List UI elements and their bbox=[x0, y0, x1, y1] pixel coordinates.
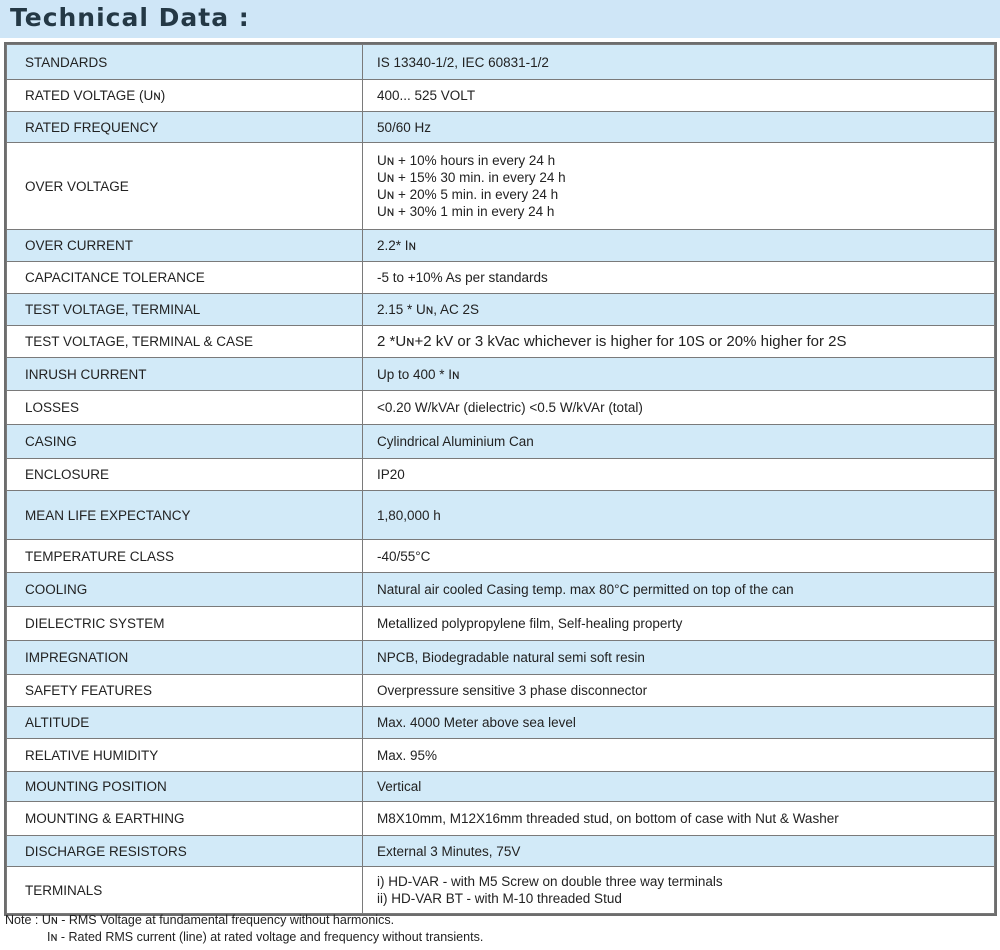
row-label: RELATIVE HUMIDITY bbox=[7, 739, 363, 772]
row-value-line: M8X10mm, M12X16mm threaded stud, on bottom of case with Nut & Washer bbox=[377, 811, 839, 826]
row-value-line: IP20 bbox=[377, 467, 405, 482]
row-label: ENCLOSURE bbox=[7, 459, 363, 491]
row-value bbox=[363, 45, 995, 80]
row-label: DIELECTRIC SYSTEM bbox=[7, 607, 363, 641]
table-row bbox=[7, 80, 995, 112]
table-row bbox=[7, 867, 995, 914]
table-row bbox=[7, 425, 995, 459]
row-value bbox=[363, 867, 995, 914]
row-value bbox=[363, 836, 995, 867]
row-value-line: -5 to +10% As per standards bbox=[377, 270, 548, 285]
row-value bbox=[363, 802, 995, 836]
row-label: SAFETY FEATURES bbox=[7, 675, 363, 707]
footnote-line-1: Note : Uɴ - RMS Voltage at fundamental frequency without harmonics. bbox=[5, 913, 395, 927]
table-row bbox=[7, 707, 995, 739]
row-value-line: Up to 400 * Iɴ bbox=[377, 366, 460, 382]
page-title: Technical Data : bbox=[10, 3, 250, 32]
row-label: MEAN LIFE EXPECTANCY bbox=[7, 491, 363, 540]
table-row bbox=[7, 45, 995, 80]
row-value bbox=[363, 772, 995, 802]
row-value bbox=[363, 707, 995, 739]
row-value bbox=[363, 607, 995, 641]
row-label: COOLING bbox=[7, 573, 363, 607]
row-value bbox=[363, 491, 995, 540]
table-row bbox=[7, 675, 995, 707]
row-value bbox=[363, 425, 995, 459]
row-value-line: 2.2* Iɴ bbox=[377, 238, 416, 253]
row-value-line: NPCB, Biodegradable natural semi soft resin bbox=[377, 650, 645, 665]
table-row bbox=[7, 772, 995, 802]
table-row bbox=[7, 358, 995, 391]
row-value bbox=[363, 80, 995, 112]
row-value bbox=[363, 675, 995, 707]
row-value bbox=[363, 391, 995, 425]
row-value bbox=[363, 230, 995, 262]
row-value-line: External 3 Minutes, 75V bbox=[377, 843, 521, 859]
row-value-line: 1,80,000 h bbox=[377, 507, 441, 523]
row-label: CAPACITANCE TOLERANCE bbox=[7, 262, 363, 294]
row-label: RATED VOLTAGE (Uɴ) bbox=[7, 80, 363, 112]
row-label: DISCHARGE RESISTORS bbox=[7, 836, 363, 867]
row-value-line: IS 13340-1/2, IEC 60831-1/2 bbox=[377, 54, 549, 70]
row-value-line: Natural air cooled Casing temp. max 80°C permitted on top of the can bbox=[377, 582, 794, 597]
row-label: IMPREGNATION bbox=[7, 641, 363, 675]
table-row bbox=[7, 459, 995, 491]
row-label: TERMINALS bbox=[7, 867, 363, 914]
row-label: RATED FREQUENCY bbox=[7, 112, 363, 143]
row-label: ALTITUDE bbox=[7, 707, 363, 739]
header-banner bbox=[0, 0, 1000, 38]
row-value bbox=[363, 358, 995, 391]
row-value-line: -40/55°C bbox=[377, 548, 431, 564]
row-value-line: Max. 95% bbox=[377, 747, 438, 763]
table-row bbox=[7, 607, 995, 641]
row-value bbox=[363, 540, 995, 573]
row-value-line: Vertical bbox=[377, 779, 422, 794]
row-value-line: 50/60 Hz bbox=[377, 119, 432, 135]
row-value bbox=[363, 262, 995, 294]
technical-data-table bbox=[4, 42, 997, 916]
row-label: OVER CURRENT bbox=[7, 230, 363, 262]
row-label: INRUSH CURRENT bbox=[7, 358, 363, 391]
row-value bbox=[363, 326, 995, 358]
row-label: LOSSES bbox=[7, 391, 363, 425]
row-value bbox=[363, 459, 995, 491]
table-row bbox=[7, 230, 995, 262]
table-row bbox=[7, 262, 995, 294]
row-label: CASING bbox=[7, 425, 363, 459]
row-value-line: 2.15 * Uɴ, AC 2S bbox=[377, 302, 480, 317]
footnote bbox=[5, 912, 483, 946]
footnote-line-2: Iɴ - Rated RMS current (line) at rated voltage and frequency without transients. bbox=[47, 930, 484, 944]
row-value-line: i) HD-VAR - with M5 Screw on double three way terminals bbox=[377, 874, 723, 889]
row-value-line: Uɴ + 10% hours in every 24 h bbox=[377, 153, 556, 168]
table-row bbox=[7, 802, 995, 836]
row-value-line: Uɴ + 20% 5 min. in every 24 h bbox=[377, 187, 559, 202]
table-row bbox=[7, 294, 995, 326]
row-label: TEMPERATURE CLASS bbox=[7, 540, 363, 573]
table-row bbox=[7, 739, 995, 772]
table-row bbox=[7, 326, 995, 358]
table-row bbox=[7, 641, 995, 675]
row-label: OVER VOLTAGE bbox=[7, 143, 363, 230]
row-value-line: 400... 525 VOLT bbox=[377, 88, 476, 103]
row-value-line: ii) HD-VAR BT - with M-10 threaded Stud bbox=[377, 891, 622, 906]
table-row bbox=[7, 112, 995, 143]
row-value bbox=[363, 143, 995, 230]
row-value bbox=[363, 294, 995, 326]
row-value-line: Overpressure sensitive 3 phase disconnector bbox=[377, 683, 648, 698]
row-label: TEST VOLTAGE, TERMINAL bbox=[7, 294, 363, 326]
row-value-line: 2 *Uɴ+2 kV or 3 kVac whichever is higher for 10S or 20% higher for 2S bbox=[377, 333, 847, 350]
row-value-line: Max. 4000 Meter above sea level bbox=[377, 715, 576, 730]
table-row bbox=[7, 540, 995, 573]
table-row bbox=[7, 143, 995, 230]
table-row bbox=[7, 573, 995, 607]
row-value bbox=[363, 739, 995, 772]
row-label: MOUNTING & EARTHING bbox=[7, 802, 363, 836]
table-row bbox=[7, 491, 995, 540]
row-value-line: Cylindrical Aluminium Can bbox=[377, 434, 534, 449]
row-value-line: Uɴ + 15% 30 min. in every 24 h bbox=[377, 170, 566, 185]
table-row bbox=[7, 391, 995, 425]
row-value-line: Uɴ + 30% 1 min in every 24 h bbox=[377, 204, 555, 219]
row-value-line: Metallized polypropylene film, Self-healing property bbox=[377, 616, 683, 631]
table-row bbox=[7, 836, 995, 867]
row-label: STANDARDS bbox=[7, 45, 363, 80]
row-value-line: <0.20 W/kVAr (dielectric) <0.5 W/kVAr (total) bbox=[377, 400, 643, 415]
row-value bbox=[363, 573, 995, 607]
row-label: TEST VOLTAGE, TERMINAL & CASE bbox=[7, 326, 363, 358]
row-value bbox=[363, 112, 995, 143]
row-label: MOUNTING POSITION bbox=[7, 772, 363, 802]
row-value bbox=[363, 641, 995, 675]
